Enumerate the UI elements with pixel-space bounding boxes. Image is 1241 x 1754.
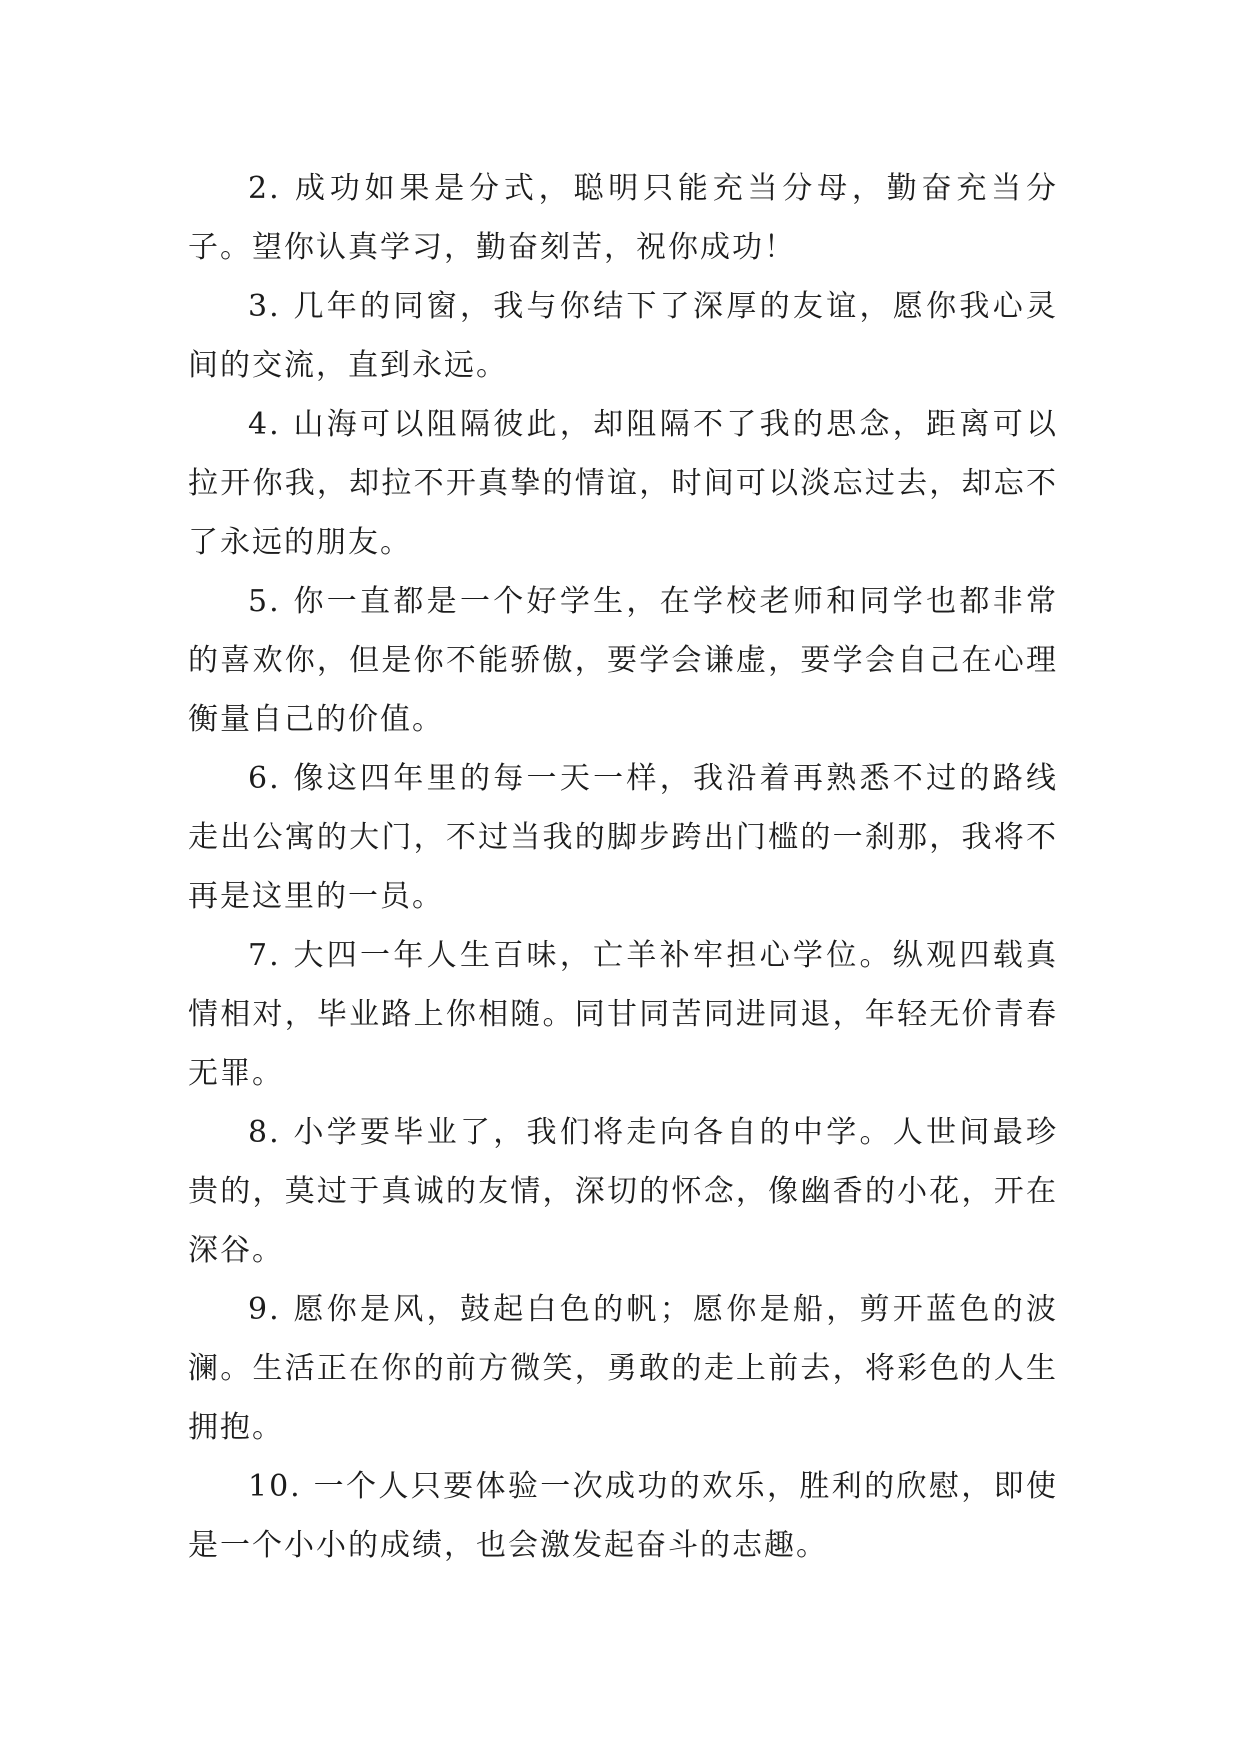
paragraph-9: 9. 愿你是风，鼓起白色的帆；愿你是船，剪开蓝色的波澜。生活正在你的前方微笑，勇敢的走上前去，将彩色的人生拥抱。 <box>188 1292 1058 1445</box>
paragraph-7: 7. 大四一年人生百味，亡羊补牢担心学位。纵观四载真情相对，毕业路上你相随。同甘同苦同进同退，年轻无价青春无罪。 <box>188 938 1058 1091</box>
paragraph-2: 2. 成功如果是分式，聪明只能充当分母，勤奋充当分子。望你认真学习，勤奋刻苦，祝你成功！ <box>188 171 1058 265</box>
paragraph-5: 5. 你一直都是一个好学生，在学校老师和同学也都非常的喜欢你，但是你不能骄傲，要学会谦虚，要学会自己在心理衡量自己的价值。 <box>188 584 1058 737</box>
paragraph-4: 4. 山海可以阻隔彼此，却阻隔不了我的思念，距离可以拉开你我，却拉不开真挚的情谊，时间可以淡忘过去，却忘不了永远的朋友。 <box>188 407 1058 560</box>
paragraph-10: 10. 一个人只要体验一次成功的欢乐，胜利的欣慰，即使是一个小小的成绩，也会激发起奋斗的志趣。 <box>188 1469 1058 1563</box>
paragraph-6: 6. 像这四年里的每一天一样，我沿着再熟悉不过的路线走出公寓的大门，不过当我的脚步跨出门槛的一刹那，我将不再是这里的一员。 <box>188 761 1058 914</box>
paragraph-8: 8. 小学要毕业了，我们将走向各自的中学。人世间最珍贵的，莫过于真诚的友情，深切的怀念，像幽香的小花，开在深谷。 <box>188 1115 1058 1268</box>
document-body <box>188 159 1058 1575</box>
paragraph-3: 3. 几年的同窗，我与你结下了深厚的友谊，愿你我心灵间的交流，直到永远。 <box>188 289 1058 383</box>
